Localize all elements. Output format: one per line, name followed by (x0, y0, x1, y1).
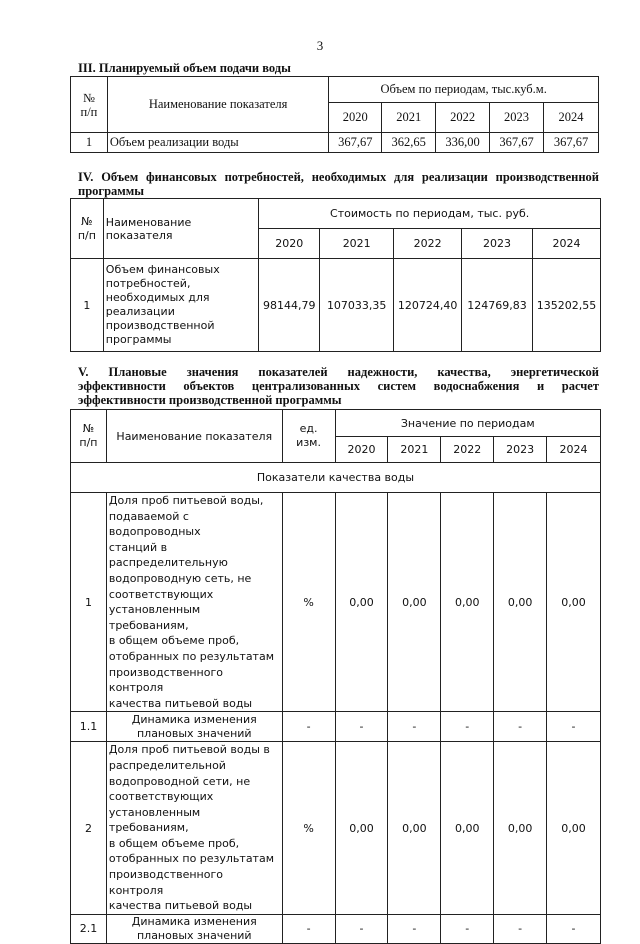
row-num: 1.1 (71, 712, 107, 742)
table-row (71, 493, 601, 712)
value-cell: 0,00 (441, 493, 494, 712)
header-period-group: Значение по периодам (335, 410, 600, 437)
year-cell: 2023 (494, 437, 547, 463)
unit-cell: - (282, 914, 335, 943)
value-cell: - (335, 914, 388, 943)
header-period-group: Стоимость по периодам, тыс. руб. (259, 199, 601, 229)
value-cell: 336,00 (436, 133, 490, 153)
row-name: Доля проб питьевой воды в распределительной водопроводной сети, не соответствующих установленным требованиям, в общем объеме проб, отобранных по результатам производственного контроля качества питьевой воды (106, 742, 282, 915)
section-5-title-line3: эффективности производственной программы (78, 393, 342, 407)
value-cell: 0,00 (494, 493, 547, 712)
header-name: Наименование показателя (106, 410, 282, 463)
value-cell: - (388, 914, 441, 943)
value-cell: - (494, 712, 547, 742)
header-num: № п/п (71, 77, 108, 133)
value-cell: 362,65 (382, 133, 436, 153)
header-period-group: Объем по периодам, тыс.куб.м. (329, 77, 599, 103)
value-cell: 0,00 (494, 742, 547, 915)
table-water-supply (70, 76, 599, 153)
row-name: Объем финансовых потребностей, необходимых для реализации производственной программы (103, 259, 259, 352)
unit-cell: % (282, 742, 335, 915)
value-cell: 0,00 (547, 742, 601, 915)
value-cell: 98144,79 (259, 259, 320, 352)
page-number: 3 (316, 38, 324, 53)
header-unit: ед. изм. (282, 410, 335, 463)
year-cell: 2024 (544, 103, 599, 133)
value-cell: - (441, 914, 494, 943)
value-cell: - (547, 712, 601, 742)
year-cell: 2022 (394, 229, 462, 259)
section-4-title-line1: IV. Объем финансовых потребностей, необходимых для реализации производственной (78, 170, 599, 184)
year-cell: 2023 (462, 229, 533, 259)
value-cell: 135202,55 (533, 259, 601, 352)
value-cell: 367,67 (544, 133, 599, 153)
section-4-title-line2: программы (78, 184, 145, 198)
value-cell: - (335, 712, 388, 742)
value-cell: 124769,83 (462, 259, 533, 352)
section-5-title-line2: эффективности объектов централизованных систем водоснабжения и расчет (78, 379, 599, 393)
year-cell: 2021 (382, 103, 436, 133)
year-cell: 2022 (441, 437, 494, 463)
header-num: № п/п (71, 410, 107, 463)
table-row (71, 712, 601, 742)
value-cell: 0,00 (547, 493, 601, 712)
section-4-title (78, 170, 599, 198)
year-cell: 2020 (259, 229, 320, 259)
table-row (71, 259, 601, 352)
table-row (71, 914, 601, 943)
section-5-title (78, 365, 599, 407)
value-cell: 367,67 (329, 133, 382, 153)
value-cell: 0,00 (388, 742, 441, 915)
year-cell: 2021 (388, 437, 441, 463)
table-row (71, 742, 601, 915)
unit-cell: % (282, 493, 335, 712)
value-cell: 0,00 (335, 742, 388, 915)
header-name: Наименование показателя (107, 77, 328, 133)
row-num: 1 (71, 493, 107, 712)
value-cell: 107033,35 (320, 259, 394, 352)
year-cell: 2020 (335, 437, 388, 463)
value-cell: 367,67 (490, 133, 544, 153)
value-cell: 0,00 (335, 493, 388, 712)
table-row (71, 133, 599, 153)
row-num: 2.1 (71, 914, 107, 943)
value-cell: 0,00 (441, 742, 494, 915)
row-name: Динамика изменения плановых значений (106, 914, 282, 943)
section-5-title-line1: V. Плановые значения показателей надежности, качества, энергетической (78, 365, 599, 379)
value-cell: 0,00 (388, 493, 441, 712)
header-name: Наименование показателя (103, 199, 259, 259)
unit-cell: - (282, 712, 335, 742)
year-cell: 2024 (547, 437, 601, 463)
value-cell: - (441, 712, 494, 742)
year-cell: 2024 (533, 229, 601, 259)
row-num: 1 (71, 259, 104, 352)
value-cell: - (494, 914, 547, 943)
section-3-title: III. Планируемый объем подачи воды (78, 61, 291, 75)
year-cell: 2020 (329, 103, 382, 133)
year-cell: 2022 (436, 103, 490, 133)
table-quality-indicators (70, 409, 601, 944)
subheader-water-quality: Показатели качества воды (71, 463, 601, 493)
year-cell: 2021 (320, 229, 394, 259)
row-num: 1 (71, 133, 108, 153)
table-financial-needs (70, 198, 601, 352)
value-cell: 120724,40 (394, 259, 462, 352)
header-num: № п/п (71, 199, 104, 259)
year-cell: 2023 (490, 103, 544, 133)
value-cell: - (547, 914, 601, 943)
row-name: Объем реализации воды (107, 133, 328, 153)
row-name: Доля проб питьевой воды, подаваемой с водопроводных станций в распределительную водопроводную сеть, не соответствующих установленным требованиям, в общем объеме проб, отобранных по результатам производственного контроля качества питьевой воды (106, 493, 282, 712)
value-cell: - (388, 712, 441, 742)
row-num: 2 (71, 742, 107, 915)
row-name: Динамика изменения плановых значений (106, 712, 282, 742)
